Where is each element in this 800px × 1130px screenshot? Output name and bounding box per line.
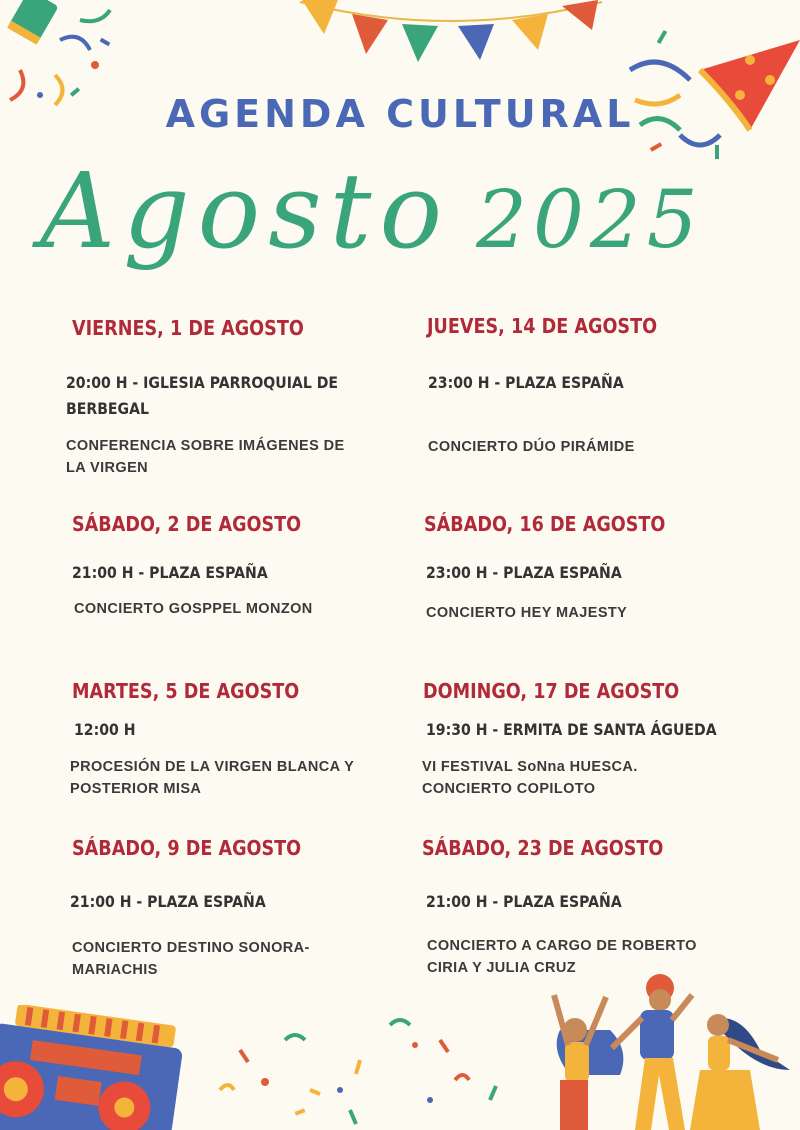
- page-title: [40, 150, 760, 272]
- event-day: SÁBADO, 16 DE AGOSTO: [424, 512, 666, 536]
- event-day: DOMINGO, 17 DE AGOSTO: [423, 679, 680, 703]
- event-description: VI FESTIVAL SoNna HUESCA. CONCIERTO COPILOTO: [422, 759, 638, 797]
- dancers-illustration: [540, 970, 800, 1130]
- event-description: CONCIERTO A CARGO DE ROBERTO CIRIA Y JULIA CRUZ: [427, 938, 697, 976]
- event-description: CONCIERTO HEY MAJESTY: [426, 605, 628, 621]
- event-time: 21:00 H - PLAZA ESPAÑA: [70, 892, 266, 911]
- bunting-decoration: [290, 0, 610, 70]
- event-description: CONCIERTO DESTINO SONORA-MARIACHIS: [72, 940, 310, 978]
- event-description: CONFERENCIA SOBRE IMÁGENES DE LA VIRGEN: [66, 438, 345, 476]
- event-time: 23:00 H - PLAZA ESPAÑA: [426, 563, 622, 582]
- event-description: PROCESIÓN DE LA VIRGEN BLANCA Y POSTERIOR MISA: [70, 759, 354, 797]
- event-day: MARTES, 5 DE AGOSTO: [72, 679, 300, 703]
- event-time: 12:00 H: [74, 720, 136, 739]
- event-description: CONCIERTO DÚO PIRÁMIDE: [428, 439, 635, 455]
- event-time: 21:00 H - PLAZA ESPAÑA: [426, 892, 622, 911]
- boombox-icon: [0, 1005, 190, 1130]
- event-day: SÁBADO, 23 DE AGOSTO: [422, 836, 664, 860]
- event-description: CONCIERTO GOSPPEL MONZON: [74, 601, 313, 617]
- event-day: SÁBADO, 9 DE AGOSTO: [72, 836, 302, 860]
- confetti-decoration: [200, 1010, 520, 1130]
- title-month: Agosto: [40, 150, 451, 272]
- event-day: SÁBADO, 2 DE AGOSTO: [72, 512, 302, 536]
- event-day: JUEVES, 14 DE AGOSTO: [427, 314, 658, 338]
- event-time: 19:30 H - ERMITA DE SANTA ÁGUEDA: [426, 720, 717, 739]
- event-time: 20:00 H - IGLESIA PARROQUIAL DE BERBEGAL: [66, 373, 339, 418]
- event-day: VIERNES, 1 DE AGOSTO: [72, 316, 304, 340]
- agenda-subtitle: AGENDA CULTURAL: [165, 92, 635, 136]
- event-time: 23:00 H - PLAZA ESPAÑA: [428, 373, 624, 392]
- event-time: 21:00 H - PLAZA ESPAÑA: [72, 563, 268, 582]
- title-year: 2025: [476, 173, 704, 266]
